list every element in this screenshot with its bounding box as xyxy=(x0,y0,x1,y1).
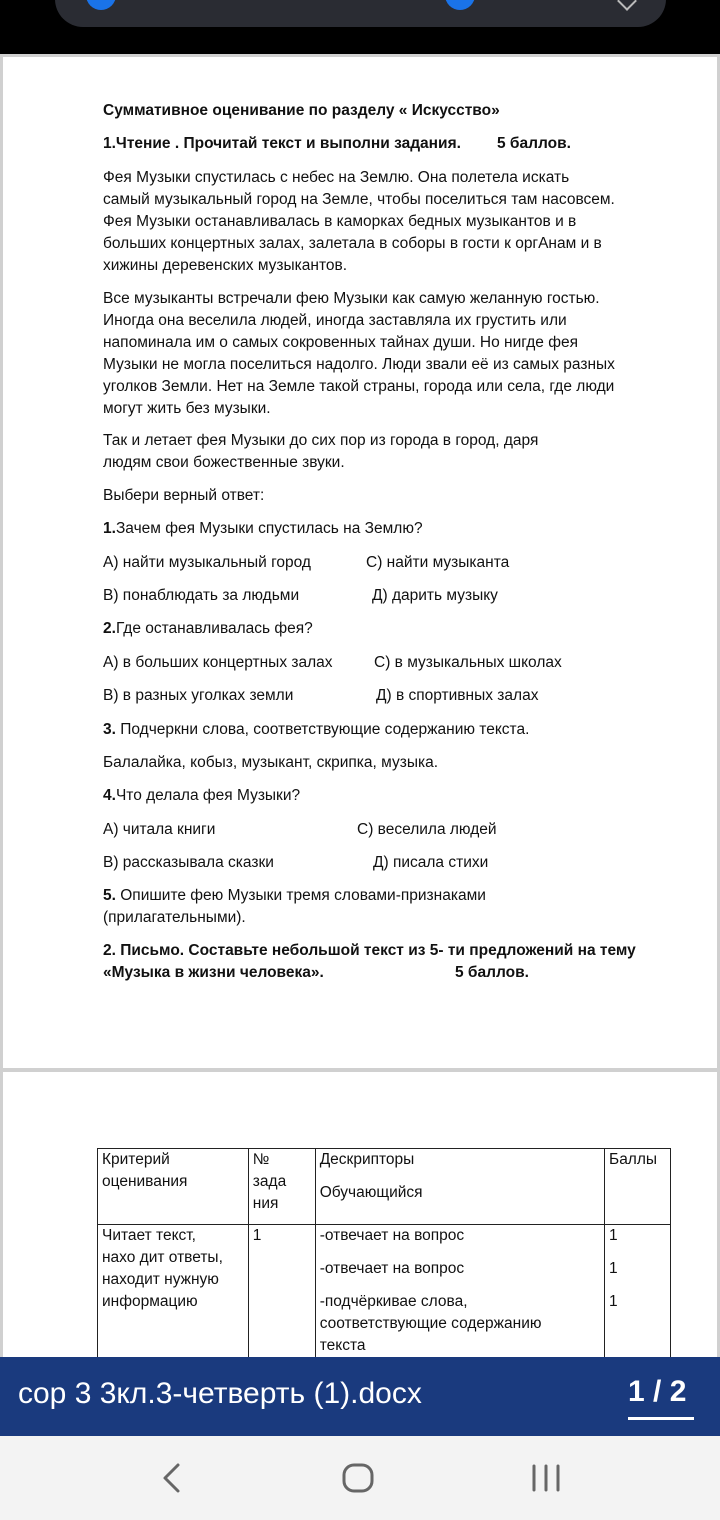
answer-option: С) найти музыканта xyxy=(366,554,510,571)
paragraph-line: Фея Музыки спустилась с небес на Землю. Она полетела искать xyxy=(103,169,570,186)
reading-points: 5 баллов. xyxy=(497,135,571,152)
document-title: Суммативное оценивание по разделу « Искусство» xyxy=(103,102,500,119)
criteria-table xyxy=(97,1148,671,1357)
file-name: cop 3 3кл.3-четверть (1).docx xyxy=(18,1377,422,1410)
answer-option: С) веселила людей xyxy=(357,821,497,838)
table-cell: 1 xyxy=(248,1225,315,1358)
paragraph-line: уголков Земли. Нет на Земле такой страны, города или села, где люди xyxy=(103,378,615,395)
chevron-left-icon xyxy=(160,1462,184,1494)
question-text: Где останавливалась фея? xyxy=(115,620,313,637)
system-navigation-bar xyxy=(0,1436,720,1520)
writing-points: 5 баллов. xyxy=(455,964,529,981)
table-header-cell: Баллы xyxy=(605,1149,671,1225)
paragraph-line: больших концертных залах, залетала в соборы в гости к оргАнам и в xyxy=(103,235,602,252)
paragraph-line: напоминала им о самых сокровенных тайнах души. Но нигде фея xyxy=(103,334,578,351)
paragraph-line: самый музыкальный город на Земле, чтобы поселиться там насовсем. xyxy=(103,191,615,208)
document-viewer[interactable] xyxy=(0,54,720,1357)
table-header-cell: Критерий оценивания xyxy=(98,1149,249,1225)
question-number: 2. xyxy=(103,620,116,637)
file-title-bar xyxy=(0,1357,720,1436)
question-text: Подчеркни слова, соответствующие содержанию текста. xyxy=(115,721,530,738)
answer-option: С) в музыкальных школах xyxy=(374,654,562,671)
question-text: Опишите фею Музыки тремя словами-признаками xyxy=(115,887,486,904)
question-text: Что делала фея Музыки? xyxy=(115,787,301,804)
back-button[interactable] xyxy=(142,1456,202,1500)
question-number: 1. xyxy=(103,520,116,537)
paragraph-line: людям свои божественные звуки. xyxy=(103,454,345,471)
paragraph-line: Так и летает фея Музыки до сих пор из города в город, даря xyxy=(103,432,539,449)
answer-option: В) понаблюдать за людьми xyxy=(103,587,300,604)
question-4 xyxy=(103,785,300,807)
answer-option: В) в разных уголках земли xyxy=(103,687,294,704)
question-number: 3. xyxy=(103,721,116,738)
reading-heading: 1.Чтение . Прочитай текст и выполни задания. xyxy=(103,135,461,152)
answer-option: Д) дарить музыку xyxy=(372,587,498,604)
answer-option: А) найти музыкальный город xyxy=(103,554,311,571)
word-list: Балалайка, кобыз, музыкант, скрипка, музыка. xyxy=(103,754,439,771)
paragraph-line: могут жить без музыки. xyxy=(103,400,271,417)
table-cell: -отвечает на вопрос -отвечает на вопрос -подчёркивае слова, соответствующие содержанию текста xyxy=(315,1225,604,1358)
question-1 xyxy=(103,518,423,540)
rounded-square-icon xyxy=(341,1461,375,1495)
document-page-1 xyxy=(3,57,717,1068)
question-5 xyxy=(103,885,486,907)
paragraph-line: Все музыканты встречали фею Музыки как самую желанную гостью. xyxy=(103,290,600,307)
answer-option: А) читала книги xyxy=(103,821,216,838)
table-row xyxy=(98,1225,671,1358)
paragraph-line: Иногда она веселила людей, иногда заставляла их грустить или xyxy=(103,312,567,329)
writing-task: 2. Письмо. Составьте небольшой текст из 5- ти предложений на тему xyxy=(103,942,636,959)
page-indicator-underline xyxy=(628,1417,694,1420)
page-indicator[interactable]: 1 / 2 xyxy=(628,1375,687,1408)
table-header-cell: № зада ния xyxy=(248,1149,315,1225)
writing-topic: «Музыка в жизни человека». xyxy=(103,964,324,981)
answer-option: Д) писала стихи xyxy=(373,854,489,871)
paragraph-line: Фея Музыки останавливалась в каморках бедных музыкантов и в xyxy=(103,213,577,230)
table-cell: 1 1 1 xyxy=(605,1225,671,1358)
question-2 xyxy=(103,618,313,640)
table-header-cell: Дескрипторы Обучающийся xyxy=(315,1149,604,1225)
table-cell: Читает текст, нахо дит ответы, находит нужную информацию xyxy=(98,1225,249,1358)
top-bar xyxy=(0,0,720,54)
paragraph-line: Музыки не могла поселиться надолго. Люди звали её из самых разных xyxy=(103,356,615,373)
document-page-2 xyxy=(3,1072,717,1357)
table-header-row xyxy=(98,1149,671,1225)
answer-option: В) рассказывала сказки xyxy=(103,854,274,871)
paragraph-line: хижины деревенских музыкантов. xyxy=(103,257,348,274)
answer-option: А) в больших концертных залах xyxy=(103,654,333,671)
home-button[interactable] xyxy=(328,1456,388,1500)
question-3 xyxy=(103,719,529,741)
three-bars-icon xyxy=(529,1462,563,1494)
answer-option: Д) в спортивных залах xyxy=(376,687,539,704)
question-5-continuation: (прилагательными). xyxy=(103,909,246,926)
question-number: 5. xyxy=(103,887,116,904)
instruction-text: Выбери верный ответ: xyxy=(103,487,265,504)
search-pill[interactable] xyxy=(55,0,666,27)
recent-apps-button[interactable] xyxy=(516,1456,576,1500)
question-text: Зачем фея Музыки спустилась на Землю? xyxy=(115,520,423,537)
question-number: 4. xyxy=(103,787,116,804)
